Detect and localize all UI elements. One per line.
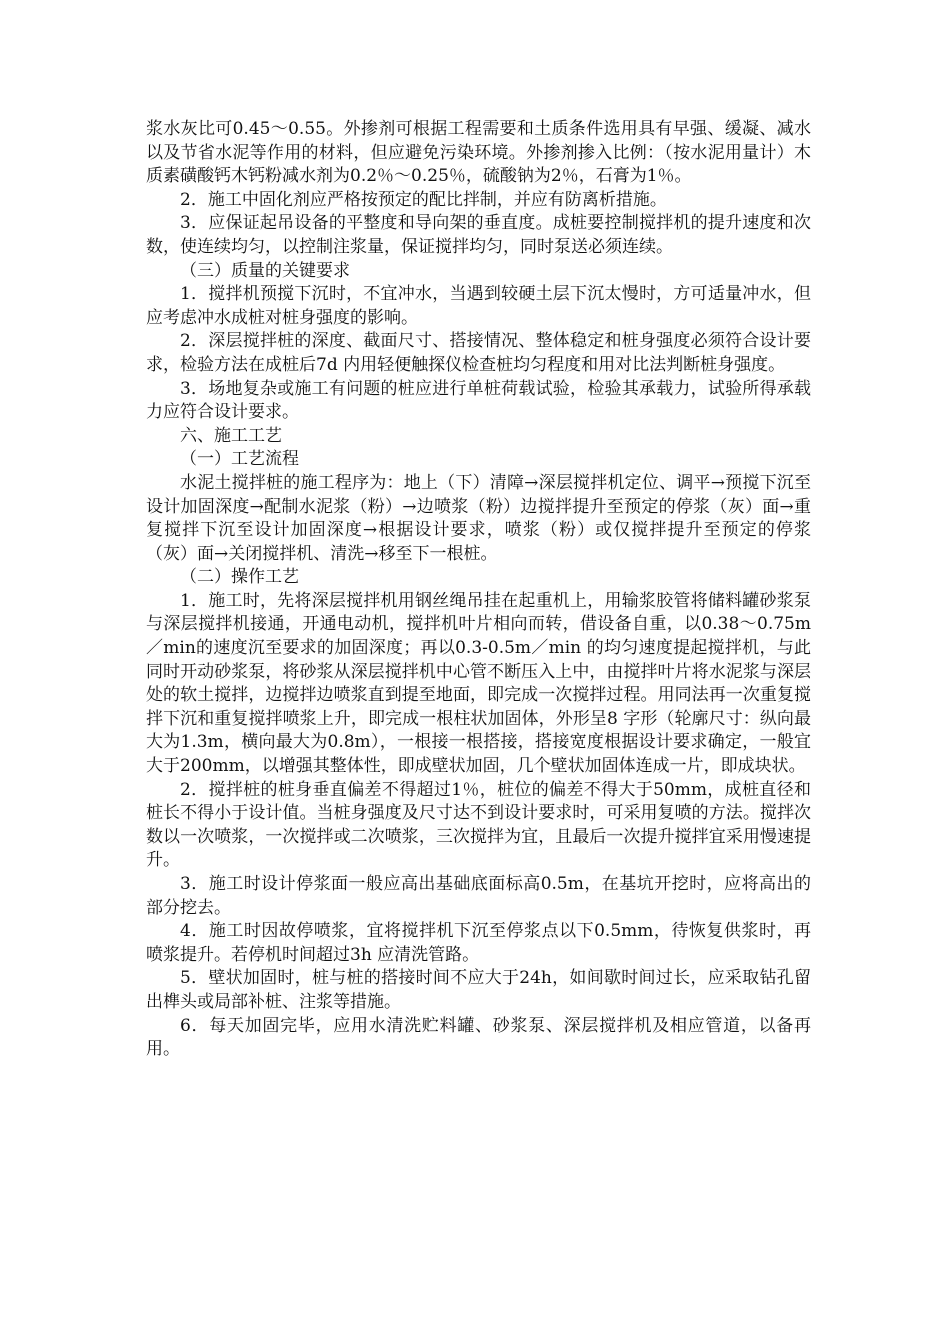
paragraph-quality-2: 2．深层搅拌桩的深度、截面尺寸、搭接情况、整体稳定和桩身强度必须符合设计要求，检验方法在成桩后7d 内用轻便触探仪检查桩均匀程度和用对比法判断桩身强度。 (146, 331, 811, 375)
paragraph-item-3-lifting-equipment: 3．应保证起吊设备的平整度和导向架的垂直度。成桩要控制搅拌机的提升速度和次数，使连续均匀，以控制注浆量，保证搅拌均匀，同时泵送必须连续。 (146, 213, 811, 257)
chapter-heading-construction-process: 六、施工工艺 (180, 425, 282, 446)
paragraph-process-flow: 水泥土搅拌桩的施工程序为：地上（下）清障→深层搅拌机定位、调平→预搅下沉至设计加固深度→配制水泥浆（粉）→边喷浆（粉）边搅拌提升至预定的停浆（灰）面→重复搅拌下沉至设计加固深度→根据设计要求，喷浆（粉）或仅搅拌提升至预定的停浆（灰）面→关闭搅拌机、清洗→移至下一根桩。 (146, 472, 811, 564)
paragraph-mix-ratio: 浆水灰比可0.45～0.55。外掺剂可根据工程需要和土质条件选用具有早强、缓凝、减水以及节省水泥等作用的材料，但应避免污染环境。外掺剂掺入比例：（按水泥用量计）木质素磺酸钙木钙粉减水剂为0.2％～0.25％，硫酸钠为2％，石膏为1％。 (146, 119, 811, 187)
section-heading-quality: （三）质量的关键要求 (180, 260, 350, 281)
paragraph-operation-5: 5．壁状加固时，桩与桩的搭接时间不应大于24h，如间歇时间过长，应采取钻孔留出榫头或局部补桩、注浆等措施。 (146, 968, 811, 1012)
document-body (146, 118, 811, 1062)
paragraph-item-2-curing-agent: 2．施工中固化剂应严格按预定的配比拌制，并应有防离析措施。 (180, 189, 667, 210)
paragraph-operation-1: 1．施工时，先将深层搅拌机用钢丝绳吊挂在起重机上，用输浆胶管将储料罐砂浆泵与深层搅拌机接通，开通电动机，搅拌机叶片相向而转，借设备自重，以0.38～0.75m／min的速度沉至要求的加固深度；再以0.3-0.5m／min 的均匀速度提起搅拌机，与此同时开动砂浆泵，将砂浆从深层搅拌机中心管不断压入上中，由搅拌叶片将水泥浆与深层处的软土搅拌，边搅拌边喷浆直到提至地面，即完成一次搅拌过程。用同法再一次重复搅拌下沉和重复搅拌喷浆上升，即完成一根柱状加固体，外形呈8 字形（轮廓尺寸：纵向最大为1.3m，横向最大为0.8m），一根接一根搭接，搭接宽度根据设计要求确定，一般宜大于200mm，以增强其整体性，即成壁状加固，几个壁状加固体连成一片，即成块状。 (146, 590, 811, 777)
paragraph-quality-1: 1．搅拌机预搅下沉时，不宜冲水，当遇到较硬土层下沉太慢时，方可适量冲水，但应考虑冲水成桩对桩身强度的影响。 (146, 284, 811, 328)
section-heading-operation: （二）操作工艺 (180, 567, 299, 588)
section-heading-process-flow: （一）工艺流程 (180, 449, 299, 470)
paragraph-operation-6: 6．每天加固完毕，应用水清洗贮料罐、砂浆泵、深层搅拌机及相应管道，以备再用。 (146, 1015, 811, 1060)
paragraph-operation-3: 3．施工时设计停浆面一般应高出基础底面标高0.5m，在基坑开挖时，应将高出的部分挖去。 (146, 874, 811, 918)
paragraph-operation-4: 4．施工时因故停喷浆，宜将搅拌机下沉至停浆点以下0.5mm，待恢复供浆时，再喷浆提升。若停机时间超过3h 应清洗管路。 (146, 921, 811, 965)
paragraph-quality-3: 3．场地复杂或施工有问题的桩应进行单桩荷载试验，检验其承载力，试验所得承载力应符合设计要求。 (146, 378, 811, 423)
paragraph-operation-2: 2．搅拌桩的桩身垂直偏差不得超过1％，桩位的偏差不得大于50mm，成桩直径和桩长不得小于设计值。当桩身强度及尺寸达不到设计要求时，可采用复喷的方法。搅拌次数以一次喷浆，一次搅拌或二次喷浆，三次搅拌为宜，且最后一次提升搅拌宜采用慢速提升。 (146, 779, 811, 871)
